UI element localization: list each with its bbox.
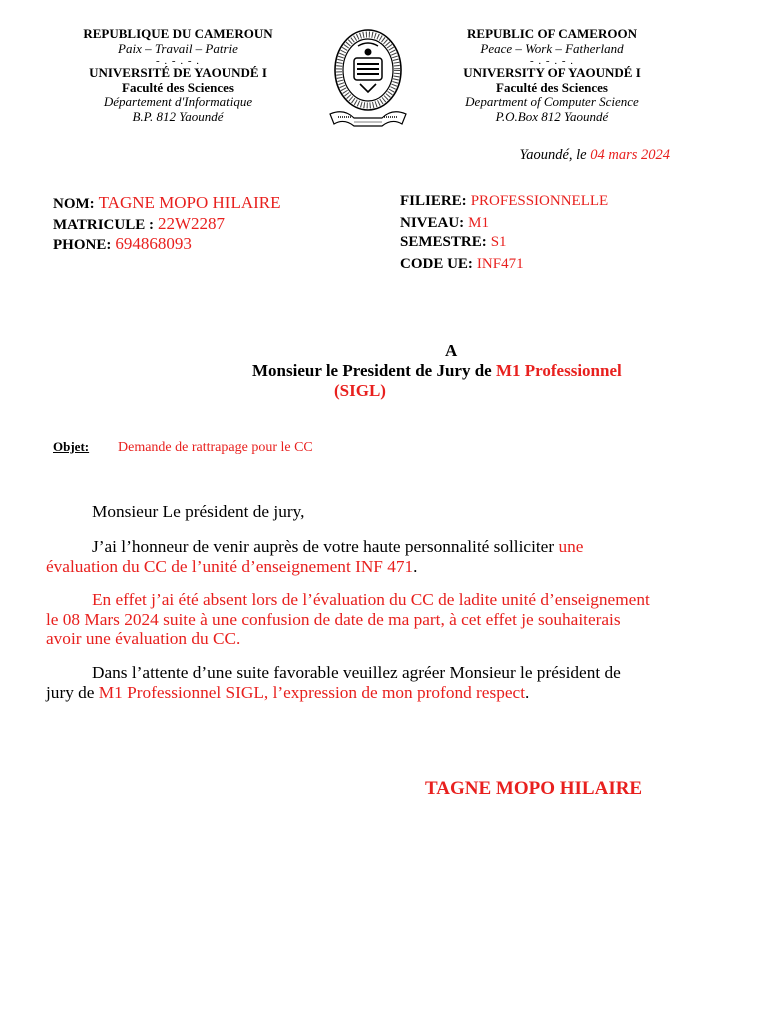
- faculty-name-right: Faculté des Sciences: [496, 79, 608, 95]
- department-fr: Département d'Informatique: [103, 94, 253, 109]
- phone-label: PHONE:: [53, 237, 112, 253]
- addressee-a: A: [445, 341, 458, 360]
- p1-end: .: [413, 556, 418, 576]
- addressee-line2: (SIGL): [334, 381, 386, 400]
- code-ue-label: CODE UE:: [400, 256, 473, 272]
- university-name-fr: UNIVERSITÉ DE YAOUNDÉ I: [89, 65, 267, 80]
- signature-name: TAGNE MOPO HILAIRE: [425, 778, 643, 799]
- student-name-row: [53, 193, 281, 213]
- department-en: Department of Computer Science: [465, 94, 639, 109]
- paragraph-3: [46, 663, 726, 702]
- semestre-row: [400, 233, 507, 251]
- divider-left: - . - . - .: [156, 55, 200, 67]
- date-line: [470, 147, 670, 164]
- filiere-row: [400, 192, 608, 210]
- university-name-en: UNIVERSITY OF YAOUNDÉ I: [463, 65, 641, 80]
- p1-text: J’ai l’honneur de venir auprès de votre haute personnalité solliciter: [92, 537, 559, 556]
- niveau-value: M1: [468, 215, 490, 231]
- nom-label: NOM:: [53, 196, 95, 212]
- phone-row: [53, 234, 192, 254]
- matricule-row: [53, 214, 225, 234]
- paragraph-1: [46, 537, 706, 576]
- faculty-name-left: Faculté des Sciences: [122, 79, 234, 95]
- niveau-row: [400, 214, 489, 232]
- motto-fr: Paix – Travail – Patrie: [118, 40, 238, 56]
- semestre-label: SEMESTRE:: [400, 234, 487, 250]
- addressee-program: M1 Professionnel: [495, 361, 622, 380]
- salutation: Monsieur Le président de jury,: [92, 502, 305, 521]
- objet-label: Objet:: [53, 439, 90, 454]
- p3-end: .: [525, 682, 530, 702]
- letter-date: 04 mars 2024: [590, 147, 670, 163]
- university-seal-icon: [324, 26, 412, 132]
- address-en: P.O.Box 812 Yaoundé: [495, 108, 609, 124]
- filiere-value: PROFESSIONNELLE: [470, 193, 609, 209]
- addressee-title: Monsieur le President de Jury de: [252, 361, 496, 380]
- divider-right: - . - . - .: [530, 55, 574, 67]
- p3-text: jury de: [46, 682, 99, 702]
- paragraph-2: [46, 590, 726, 649]
- p1-red-line2: évaluation du CC de l’unité d’enseignement INF 471: [46, 556, 414, 576]
- country-name-fr: REPUBLIQUE DU CAMEROUN: [83, 26, 273, 41]
- code-ue-value: INF471: [476, 256, 524, 272]
- objet-text: Demande de rattrapage pour le CC: [118, 440, 313, 455]
- p3-red: M1 Professionnel SIGL, l’expression de mon profond respect: [98, 682, 525, 702]
- niveau-label: NIVEAU:: [400, 215, 465, 231]
- p2-line1: En effet j’ai été absent lors de l’évaluation du CC de ladite unité d’enseignement: [92, 590, 650, 609]
- filiere-label: FILIERE:: [400, 193, 467, 209]
- p3-line1: Dans l’attente d’une suite favorable veuillez agréer Monsieur le président de: [92, 663, 621, 682]
- date-prefix: Yaoundé, le: [519, 147, 591, 163]
- country-name-en: REPUBLIC OF CAMEROON: [467, 26, 637, 41]
- header-left: [58, 27, 298, 124]
- address-fr: B.P. 812 Yaoundé: [132, 108, 224, 124]
- p2-line2: le 08 Mars 2024 suite à une confusion de date de ma part, à cet effet je souhaiterais: [46, 609, 621, 629]
- code-ue-row: [400, 255, 524, 273]
- phone-value: 694868093: [115, 234, 192, 253]
- motto-en: Peace – Work – Fatherland: [480, 40, 624, 56]
- student-name: TAGNE MOPO HILAIRE: [98, 193, 281, 212]
- semestre-value: S1: [490, 234, 507, 250]
- p1-red-start: une: [558, 537, 584, 556]
- header-right: [432, 27, 672, 124]
- addressee-line1: [252, 361, 622, 381]
- matricule-value: 22W2287: [157, 214, 226, 233]
- p2-line3: avoir une évaluation du CC.: [46, 629, 241, 648]
- matricule-label: MATRICULE :: [53, 217, 154, 233]
